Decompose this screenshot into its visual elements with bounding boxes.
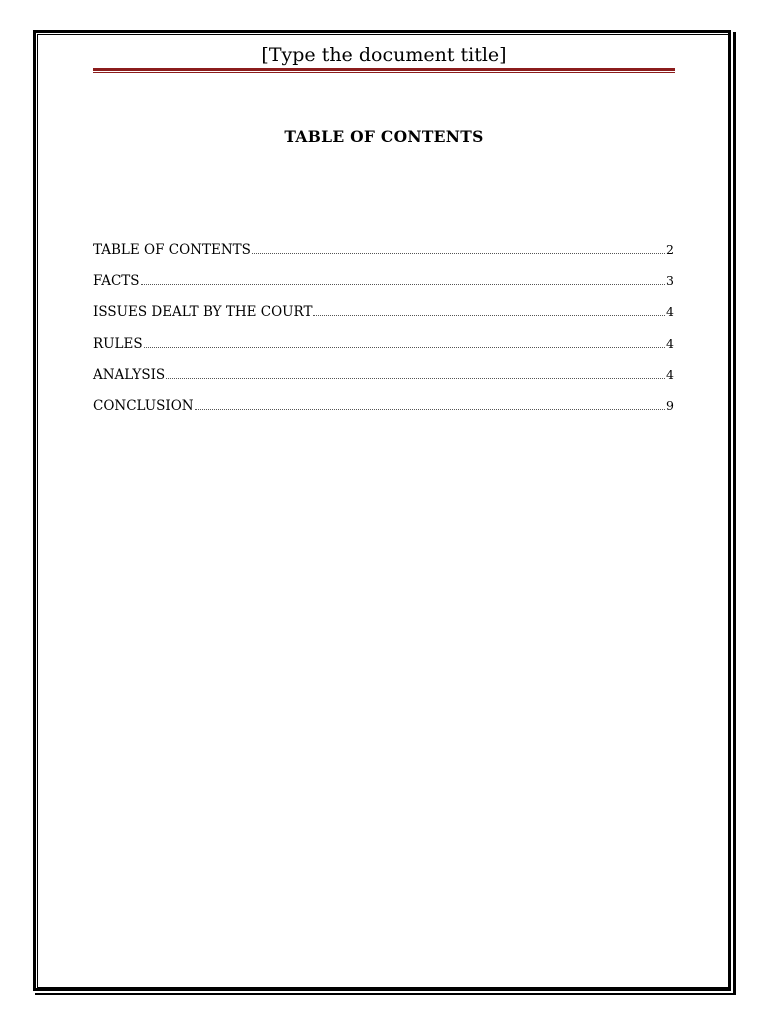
toc-entry-page: 4 [666, 366, 674, 382]
toc-entry-page: 3 [666, 273, 674, 289]
toc-entry-label: ANALYSIS [93, 366, 166, 383]
toc-dot-leader [141, 273, 666, 285]
toc-entry[interactable] [93, 272, 674, 303]
page-border-shadow-bottom [35, 993, 736, 995]
document-title-placeholder[interactable]: [Type the document title] [261, 44, 507, 66]
toc-entry-label: TABLE OF CONTENTS [93, 242, 251, 258]
toc-entry-label: ISSUES DEALT BY THE COURT [93, 304, 313, 321]
toc-entry-label: RULES [93, 335, 143, 352]
toc-dot-leader [166, 367, 665, 379]
toc-entry-page: 4 [666, 304, 674, 320]
toc-entry-page: 2 [666, 242, 674, 257]
toc-entry-page: 4 [666, 335, 674, 351]
page-border-inner [37, 34, 729, 988]
toc-dot-leader [144, 336, 665, 348]
toc-heading: TABLE OF CONTENTS [284, 127, 484, 146]
toc-list [93, 241, 674, 428]
toc-entry[interactable] [93, 366, 674, 397]
toc-entry[interactable] [93, 241, 674, 272]
toc-dot-leader [195, 398, 665, 410]
toc-dot-leader [313, 304, 665, 316]
header-rule-thick [93, 68, 675, 71]
toc-dot-leader [252, 242, 665, 254]
header-rule-thin [93, 72, 675, 73]
toc-entry-label: FACTS [93, 273, 140, 290]
toc-entry[interactable] [93, 303, 674, 334]
toc-entry-page: 9 [666, 397, 674, 413]
toc-entry-label: CONCLUSION [93, 397, 194, 414]
toc-entry[interactable] [93, 397, 674, 428]
page-border-shadow-right [733, 32, 736, 994]
toc-entry[interactable] [93, 335, 674, 366]
